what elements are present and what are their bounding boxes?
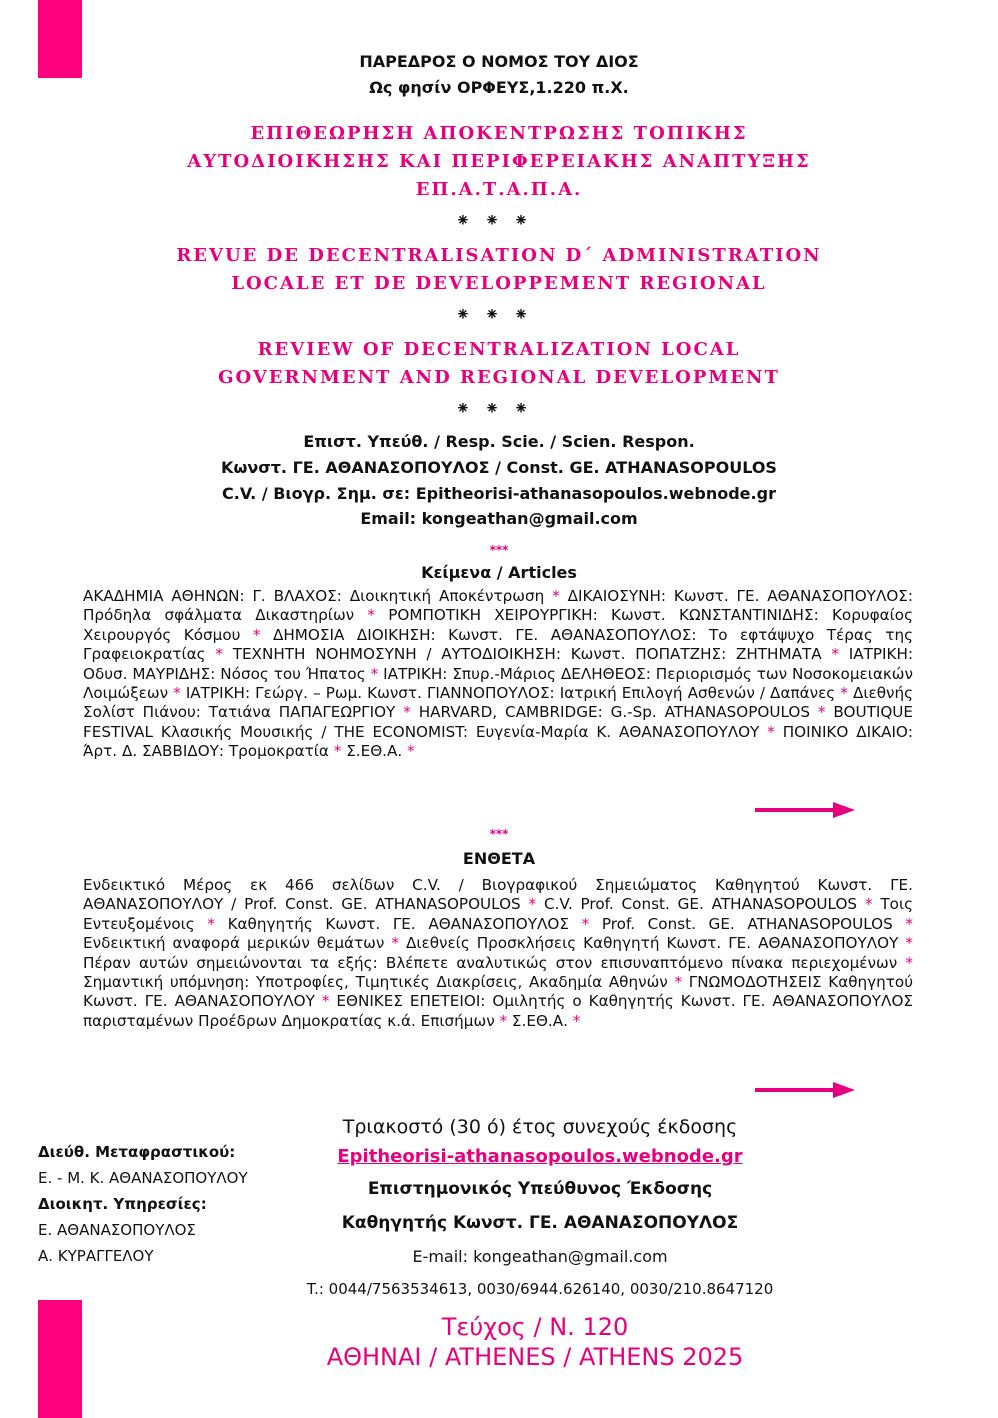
asterisk-separator: * [328,742,347,761]
french-title-line-1: REVUE DE DECENTRALISATION D΄ ADMINISTRATION [176,245,822,266]
asterisk-separator: * [544,587,568,605]
asterisk-separator: * [892,914,914,933]
inserts-item: Σ.ΕΘ.Α. [511,1011,568,1030]
asterisk-separator: * [194,914,228,933]
inserts-item: Διεθνείς Προσκλήσεις Καθηγητή Κωνστ. ΓΕ. ΑΘΑΝΑΣΟΠΟΥΛΟΥ [405,934,899,953]
french-title-line-2: LOCALE ET DE DEVELOPPEMENT REGIONAL [231,273,767,294]
responsible-line-1: Επιστ. Υπεύθ. / Resp. Scie. / Scien. Respon. [303,432,695,451]
responsible-email: Email: kongeathan@gmail.com [360,509,638,528]
asterisk-separator: * [759,722,783,741]
articles-item: BOUTIQUE FESTIVAL Κλασικής Μουσικής / THE ECONOMIST: Ευγενία-Μαρία Κ. ΑΘΑΝΑΣΟΠΟΥΛΟΥ [83,703,914,741]
asterisk-separator: * [667,973,689,992]
articles-item: ΤΕΧΝΗΤΗ ΝΟΗΜΟΣΥΝΗ / ΑΥΤΟΔΙΟΙΚΗΣΗ: Κωνστ. ΠΟΠΑΤΖΗΣ: ΖΗΤΗΜΑΤΑ [232,645,822,664]
asterisk-separator: * [168,684,186,703]
arrow-right-icon-2 [755,1082,855,1098]
issue-block [300,1312,770,1372]
star-divider-1: ⁕⁕⁕ [455,210,543,231]
asterisk-separator: * [520,895,544,914]
greek-title-line-1: ΕΠΙΘΕΩΡΗΣΗ ΑΠΟΚΕΝΤΡΩΣΗΣ ΤΟΠΙΚΗΣ [250,123,748,144]
asterisk-separator: * [395,703,419,722]
articles-item: ΡΟΜΠΟΤΙΚΗ ΧΕΙΡΟΥΡΓΙΚΗ: Κωνστ. ΚΩΝΣΤΑΝΤΙΝΙΔΗΣ: Κορυφαίος Χειρουργός Κόσμου [83,606,913,644]
greek-title-line-2: ΑΥΤΟΔΙΟΙΚΗΣΗΣ ΚΑΙ ΠΕΡΙΦΕΡΕΙΑΚΗΣ ΑΝΑΠΤΥΞΗΣ [187,151,811,172]
articles-list [83,587,913,762]
asterisk-separator: * [857,895,881,914]
articles-item: Διεθνής Σολίστ Πιάνου: Τατιάνα ΠΑΠΑΓΕΩΡΓΙΟΥ [83,684,914,722]
asterisk-separator: * [897,953,914,972]
admin-name-1: Ε. ΑΘΑΝΑΣΟΠΟΥΛΟΣ [38,1221,196,1239]
star-divider-3: ⁕⁕⁕ [455,398,543,419]
asterisk-separator: * [568,914,602,933]
articles-paragraph [83,587,913,762]
issue-city-year: ΑΘΗΝΑΙ / ATHENES / ATHENS 2025 [326,1343,744,1371]
asterisk-separator: * [898,934,914,953]
inserts-title: ΕΝΘΕΤΑ [462,849,536,868]
motto-line-2: Ως φησίν ΟΡΦΕΥΣ,1.220 π.Χ. [369,78,629,97]
publication-year: Τριακοστό (30 ό) έτος συνεχούς έκδοσης [342,1116,738,1138]
inserts-item: Prof. Const. GE. ATHANASOPOULOS [601,914,893,933]
asterisk-separator: * [810,703,834,722]
articles-item: HARVARD, CAMBRIDGE: G.-Sp. ATHANASOPOULOS [418,703,811,722]
contact-phones: T.: 0044/7563534613, 0030/6944.626140, 0030/210.8647120 [306,1280,774,1298]
asterisk-separator: * [567,1011,581,1030]
asterisk-separator: * [494,1011,512,1030]
inserts-paragraph [83,876,913,1031]
motto-line-1: ΠΑΡΕΔΡΟΣ Ο ΝΟΜΟΣ ΤΟΥ ΔΙΟΣ [359,52,639,71]
asterisk-separator: * [205,645,233,664]
inserts-item: Ενδεικτικό Μέρος εκ 466 σελίδων C.V. / Βιογραφικού Σημειώματος Καθηγητού Κωνστ. ΓΕ. ΑΘΑΝΑΣΟΠΟΥΛΟΥ / Prof. Const. GE. ATHANASOPOULOS [83,876,913,914]
asterisk-separator: * [354,606,389,625]
editor-label: Επιστημονικός Υπεύθυνος Έκδοσης [367,1179,713,1199]
english-title-line-1: REVIEW OF DECENTRALIZATION LOCAL [257,339,741,360]
inserts-list [83,876,913,1031]
articles-item: ΙΑΤΡΙΚΗ: Οδυσ. ΜΑΥΡΙΔΗΣ: Νόσος του Ήπατος [83,645,914,683]
asterisk-separator: * [365,664,384,683]
admin-label: Διοικητ. Υπηρεσίες: [38,1195,207,1213]
articles-item: Σ.ΕΘ.Α. [346,742,403,761]
issue-number: Τεύχος / Ν. 120 [441,1313,629,1341]
asterisk-separator: * [821,645,849,664]
inserts-item: Τοις Εντευξομένοις [83,895,913,933]
contact-email: E-mail: kongeathan@gmail.com [412,1247,668,1266]
articles-item: ΙΑΤΡΙΚΗ: Γεώργ. – Ρωμ. Κωνστ. ΓΙΑΝΝΟΠΟΥΛΟΣ: Ιατρική Επιλογή Ασθενών / Δαπάνες [185,684,836,703]
inserts-item: C.V. Prof. Const. GE. ATHANASOPOULOS [543,895,858,914]
website-link[interactable]: Epitheorisi-athanasopoulos.webnode.gr [337,1146,743,1167]
articles-item: ΔΗΜΟΣΙΑ ΔΙΟΙΚΗΣΗ: Κωνστ. ΓΕ. ΑΘΑΝΑΣΟΠΟΥΛΟΣ: Το εφτάψυχο Τέρας της Γραφειοκρατίας [83,625,913,664]
articles-item: ΠΟΙΝΙΚΟ ΔΙΚΑΙΟ: Άρτ. Δ. ΣΑΒΒΙΔΟΥ: Τρομοκρατία [83,722,914,761]
asterisk-separator: * [402,742,415,761]
responsible-line-2: Κωνστ. ΓΕ. ΑΘΑΝΑΣΟΠΟΥΛΟΣ / Const. GE. ATHANASOPOULOS [221,458,777,477]
editor-name: Καθηγητής Κωνστ. ΓΕ. ΑΘΑΝΑΣΟΠΟΥΛΟΣ [341,1213,739,1233]
translation-name: Ε. - Μ. Κ. ΑΘΑΝΑΣΟΠΟΥΛΟΥ [38,1169,248,1187]
publication-info [260,1112,820,1304]
responsible-line-3: C.V. / Βιογρ. Σημ. σε: Epitheorisi-athanasopoulos.webnode.gr [222,484,776,503]
separator-2: *** [489,827,509,841]
asterisk-separator: * [384,934,406,953]
articles-item: ΑΚΑΔΗΜΙΑ ΑΘΗΝΩΝ: Γ. ΒΛΑΧΟΣ: Διοικητική Αποκέντρωση [83,587,545,605]
inserts-item: Σημαντική υπόμνηση: Υποτροφίες, Τιμητικές Διακρίσεις, Ακαδημία Αθηνών [83,973,668,992]
english-title-line-2: GOVERNMENT AND REGIONAL DEVELOPMENT [218,367,780,388]
pink-corner-block-bottom [38,1300,82,1418]
articles-item: ΔΙΚΑΙΟΣΥΝΗ: Κωνστ. ΓΕ. ΑΘΑΝΑΣΟΠΟΥΛΟΣ: Πρόδηλα σφάλματα Δικαστηρίων [83,587,914,625]
asterisk-separator: * [240,625,273,644]
articles-item: ΙΑΤΡΙΚΗ: Σπυρ.-Μάριος ΔΕΛΗΘΕΟΣ: Περιορισμός των Νοσοκομειακών Λοιμώξεων [83,664,913,703]
inserts-item: Καθηγητής Κωνστ. ΓΕ. ΑΘΑΝΑΣΟΠΟΥΛΟΣ [227,914,569,933]
star-divider-2: ⁕⁕⁕ [455,304,543,325]
greek-title-acronym: ΕΠ.Α.Τ.Α.Π.Α. [415,179,583,200]
inserts-item: ΕΘΝΙΚΕΣ ΕΠΕΤΕΙΟΙ: Ομιλητής ο Καθηγητής Κωνστ. ΓΕ. ΑΘΑΝΑΣΟΠΟΥΛΟΣ παρισταμένων Προέδρων Δημοκρατίας κ.ά. Επισήμων [83,992,913,1030]
admin-name-2: Α. ΚΥΡΑΓΓΕΛΟΥ [38,1247,154,1265]
separator-1: *** [489,543,509,557]
inserts-item: Ενδεικτική αναφορά μερικών θεμάτων [83,934,385,953]
asterisk-separator: * [835,684,853,703]
translation-label: Διεύθ. Μεταφραστικού: [38,1143,236,1161]
arrow-right-icon-1 [755,802,855,818]
articles-title: Κείμενα / Articles [421,563,577,582]
asterisk-separator: * [314,992,337,1011]
inserts-item: ΓΝΩΜΟΔΟΤΗΣΕΙΣ Καθηγητού Κωνστ. ΓΕ. ΑΘΑΝΑΣΟΠΟΥΛΟΥ [83,973,913,1011]
inserts-item: Πέραν αυτών σημειώνονται τα εξής: Βλέπετε αναλυτικώς στον επισυναπτόμενο πίνακα περιεχομένων [83,953,898,972]
